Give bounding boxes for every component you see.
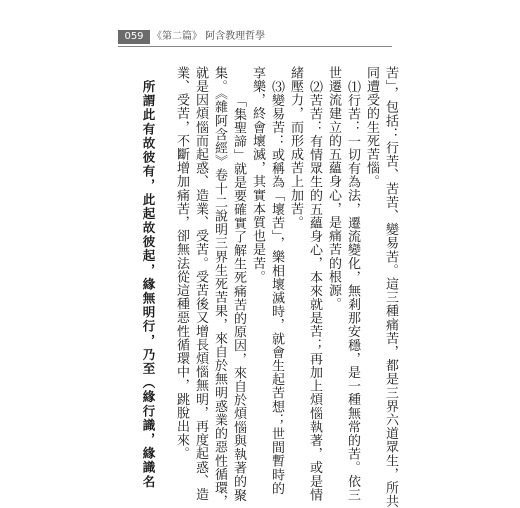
text-column: 享樂，終會壞滅，其實本質也是苦。 <box>250 66 265 284</box>
text-column: ⑶變易苦：或稱為「壞苦」，樂相壞滅時，就會生起苦想；世間暫時的 <box>269 80 284 496</box>
text-column: ⑵苦苦：有情眾生的五蘊身心，本來就是苦；再加上煩惱執著，或是情 <box>307 80 322 502</box>
text-column: 「集聖諦」就是要確實了解生死痛苦的原因，來自於煩惱與執著的聚 <box>231 94 246 502</box>
text-column: 緒壓力，而形成苦上加苦。 <box>288 66 303 230</box>
text-column: 集。《雜阿含經》卷十二說明三界生死苦果，來自於無明惑業的惡性循環， <box>212 66 227 508</box>
text-column: 同遭受的生死苦惱。 <box>364 66 379 189</box>
sutra-quote-column: 所謂此有故彼有，此起故彼起，緣無明行，乃至（緣行識，緣識名 <box>141 80 156 489</box>
text-column: ⑴行苦：一切有為法，遷流變化，無剎那安穩，是一種無常的苦。依三 <box>345 80 360 502</box>
running-head: 《第二篇》 阿含教理哲學 <box>152 31 266 42</box>
text-column: 就是因煩惱而起惑、造業、受苦。受苦後又增長煩惱無明，再度起惑、造 <box>193 66 208 502</box>
header-rule <box>118 46 392 47</box>
text-column: 世遷流建立的五蘊身心，是痛苦的根源。 <box>326 66 341 311</box>
page-number: 059 <box>124 31 144 42</box>
body-text <box>118 66 400 508</box>
text-column: 苦」，包括：行苦、苦苦、變易苦。這三種痛苦，都是三界六道眾生，所共 <box>383 66 398 508</box>
text-column: 業、受苦，不斷增加痛苦，卻無法從這種惡性循環中，跳脫出來。 <box>174 66 189 461</box>
